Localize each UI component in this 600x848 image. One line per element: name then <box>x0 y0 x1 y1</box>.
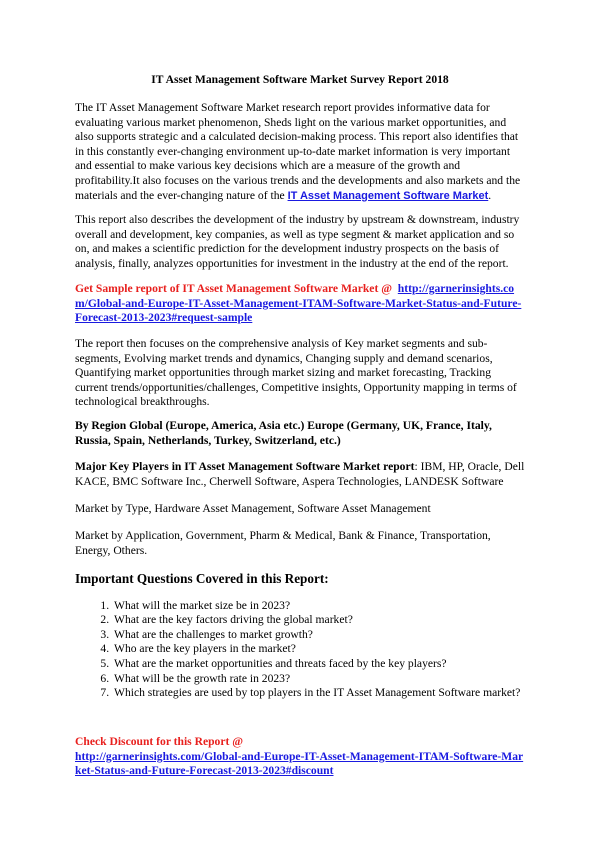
application-text: Market by Application, Government, Pharm & Medical, Bank & Finance, Transportation, Energy, Others. <box>75 529 491 557</box>
development-paragraph <box>75 213 525 271</box>
questions-section <box>75 572 525 701</box>
discount-link[interactable]: http://garnerinsights.com/Global-and-Europe-IT-Asset-Management-ITAM-Software-Market-Status-and-Future-Forecast-2013-2023#discount <box>75 749 524 778</box>
page-title: IT Asset Management Software Market Survey Report 2018 <box>151 73 449 86</box>
list-item: 6. What will be the growth rate in 2023? <box>112 672 525 687</box>
players-paragraph <box>75 460 525 489</box>
type-text: Market by Type, Hardware Asset Management, Software Asset Management <box>75 502 431 515</box>
players-label: Major Key Players in IT Asset Management Software Market report <box>75 460 415 473</box>
list-item: 3. What are the challenges to market growth? <box>112 628 525 643</box>
players-text: : IBM, HP, Oracle, Dell KACE, BMC Software Inc., Cherwell Software, Aspera Technologies, LANDESK Software <box>75 460 525 488</box>
list-item: 5. What are the market opportunities and threats faced by the key players? <box>112 657 525 672</box>
sample-label: Get Sample report of IT Asset Management Software Market @ <box>75 282 392 295</box>
analysis-text: The report then focuses on the comprehensive analysis of Key market segments and sub-segments, Evolving market trends and dynamics, Changing supply and demand scenarios, Quantifying market opportunities through market sizing and market forecasting, Tracking current trends/opportunities/challenges, Competitive insights, Opportunity mapping in terms of technological breakthroughs. <box>75 337 517 409</box>
market-link[interactable]: IT Asset Management Software Market <box>287 189 489 202</box>
questions-list <box>75 599 525 701</box>
discount-section <box>75 735 525 779</box>
discount-label: Check Discount for this Report @ <box>75 735 244 748</box>
list-item: 2. What are the key factors driving the global market? <box>112 613 525 628</box>
sample-section <box>75 282 525 326</box>
questions-heading: Important Questions Covered in this Report: <box>75 571 329 586</box>
type-paragraph <box>75 502 525 517</box>
region-paragraph <box>75 419 525 448</box>
list-item: 4. Who are the key players in the market? <box>112 642 525 657</box>
sample-link[interactable]: http://garnerinsights.com/Global-and-Europe-IT-Asset-Management-ITAM-Software-Market-Status-and-Future-Forecast-2013-2023#request-sample <box>75 282 522 325</box>
intro-text: The IT Asset Management Software Market research report provides informative data for evaluating various market phenomenon, Sheds light on the various market opportunities, and also supports strategic and a calculated decision-making process. This report also identifies that in this constantly ever-changing environment up-to-date market information is very important and essential to make various key decisions which are a measure of the growth and profitability.It also focuses on the various trends and the developments and also markets and the materials and the ever-changing nature of the <box>75 101 521 202</box>
intro-end: . <box>488 188 492 202</box>
list-item: 1. What will the market size be in 2023? <box>112 599 525 614</box>
application-paragraph <box>75 529 525 558</box>
list-item: 7. Which strategies are used by top players in the IT Asset Management Software market? <box>112 686 525 701</box>
analysis-paragraph <box>75 337 525 410</box>
development-text: This report also describes the development of the industry by upstream & downstream, industry overall and development, key companies, as well as type segment & market application and so on, and makes a scientific prediction for the development industry prospects on the basis of analysis, finally, analyzes opportunities for investment in the industry at the end of the report. <box>75 213 520 270</box>
region-text: By Region Global (Europe, America, Asia etc.) Europe (Germany, UK, France, Italy, Russia, Spain, Netherlands, Turkey, Switzerland, etc.) <box>75 419 492 447</box>
intro-paragraph <box>75 101 525 203</box>
